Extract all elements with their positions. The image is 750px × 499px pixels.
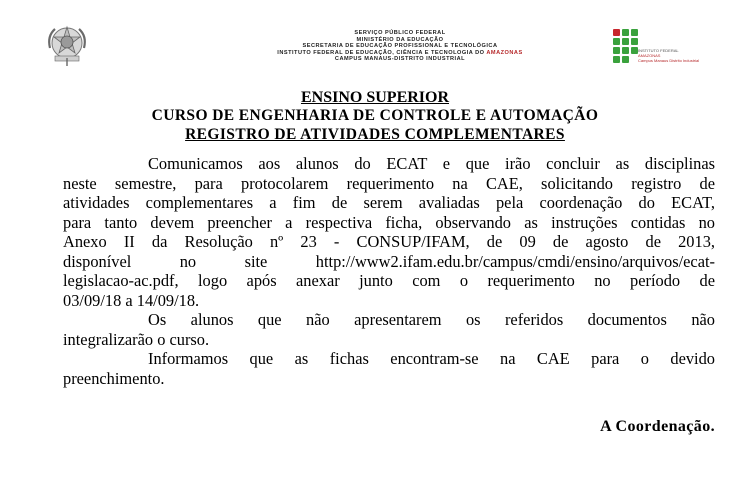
header-line-5: CAMPUS MANAUS-DISTRITO INDUSTRIAL xyxy=(334,56,466,63)
header-line-3: SECRETARIA DE EDUCAÇÃO PROFISSIONAL E TECNOLÓGICA xyxy=(302,43,498,50)
notice-body xyxy=(63,154,715,388)
title-level: ENSINO SUPERIOR xyxy=(300,89,450,106)
paragraph-3-line-1: Informamos que as fichas encontram-se na CAE para o devido xyxy=(148,349,715,368)
title-course: CURSO DE ENGENHARIA DE CONTROLE E AUTOMAÇÃO xyxy=(151,107,599,124)
header-line-2: MINISTÉRIO DA EDUCAÇÃO xyxy=(356,36,444,43)
paragraph-1-line-5: Anexo II da Resolução nº 23 - CONSUP/IFAM, de 09 de agosto de 2013, xyxy=(63,232,715,251)
ifam-logo-line-1: INSTITUTO FEDERAL xyxy=(638,48,679,53)
header-line-1: SERVIÇO PÚBLICO FEDERAL xyxy=(354,30,446,36)
institution-header xyxy=(250,30,550,63)
paragraph-1-line-4: para tanto devem preencher a respectiva ficha, observando as instruções contidas no xyxy=(63,212,715,232)
ifam-logo-line-2: AMAZONAS xyxy=(638,53,661,58)
ifam-logo-text xyxy=(638,48,699,63)
header-line-4 xyxy=(250,50,550,57)
signature: A Coordenação. xyxy=(600,418,715,435)
paragraph-1-line-1: Comunicamos aos alunos do ECAT e que irão concluir as disciplinas xyxy=(148,154,715,173)
paragraph-1-line-6: disponível no site http://www2.ifam.edu.br/campus/cmdi/ensino/arquivos/ecat- xyxy=(63,251,715,271)
paragraph-2-line-2: integralizarão o curso. xyxy=(63,329,210,349)
brazil-coat-of-arms-icon xyxy=(44,22,90,68)
header-line-4-text: INSTITUTO FEDERAL DE EDUCAÇÃO, CIÊNCIA E TECNOLOGIA DO xyxy=(277,49,485,56)
paragraph-1-line-7: legislacao-ac.pdf, logo após anexar junto com o requerimento no período de xyxy=(63,271,715,290)
paragraph-1-line-8: 03/09/18 a 14/09/18. xyxy=(63,290,200,310)
header-state: AMAZONAS xyxy=(486,49,523,56)
paragraph-1-line-3: atividades complementares a fim de serem avaliadas pela coordenação do ECAT, xyxy=(63,193,715,212)
title-subject: REGISTRO DE ATIVIDADES COMPLEMENTARES xyxy=(185,126,565,143)
ifam-logo-line-3: Campus Manaus Distrito Industrial xyxy=(638,58,700,63)
paragraph-1-line-2: neste semestre, para protocolarem requerimento na CAE, solicitando registro de xyxy=(63,173,715,193)
paragraph-2-line-1: Os alunos que não apresentarem os referidos documentos não xyxy=(148,310,715,329)
paragraph-3-line-2: preenchimento. xyxy=(63,368,165,388)
ifam-logo-grid xyxy=(613,29,638,63)
